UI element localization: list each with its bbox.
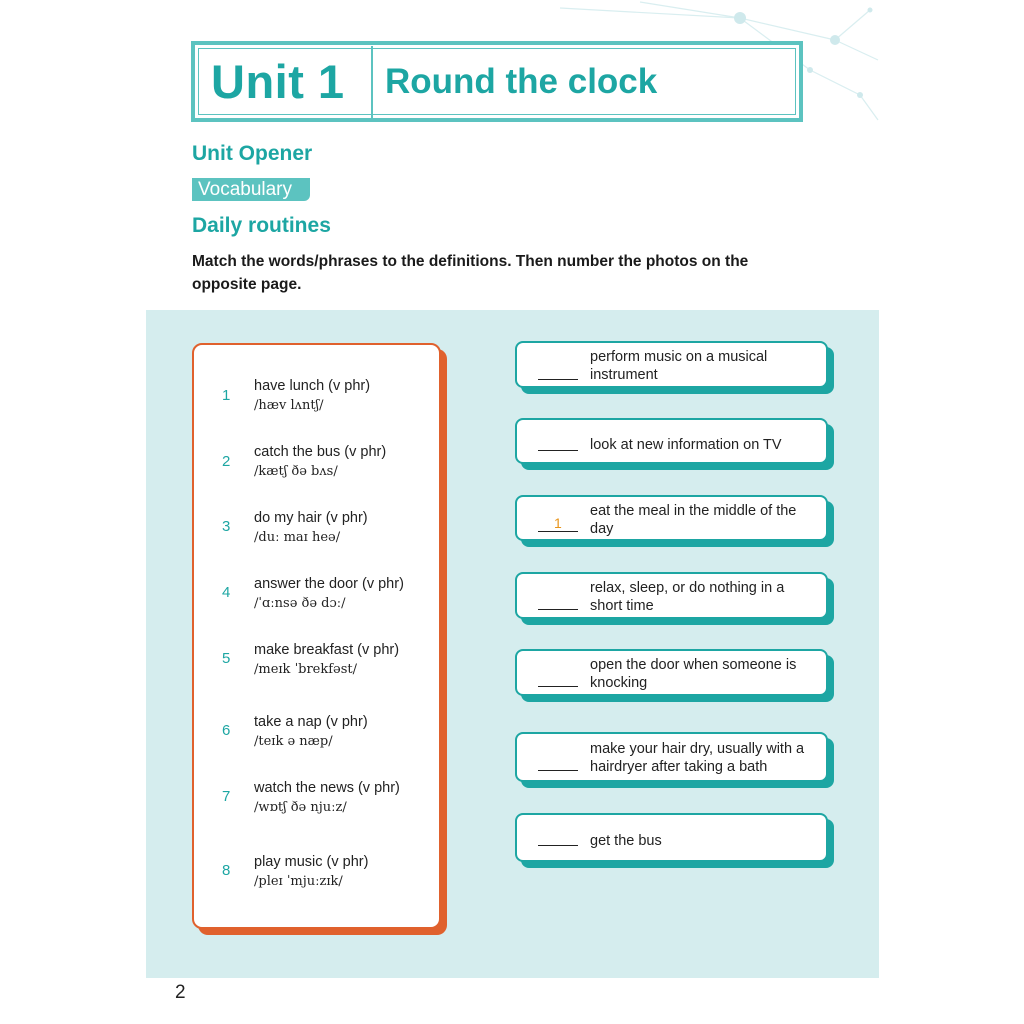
- page-number: 2: [175, 982, 186, 1003]
- definition-text: open the door when someone is knocking: [590, 657, 797, 691]
- word-phrase: catch the bus (v phr): [254, 444, 387, 460]
- answer-blank[interactable]: [538, 609, 578, 610]
- word-number: 4: [222, 584, 231, 601]
- answer-blank[interactable]: [538, 686, 578, 687]
- answer-blank[interactable]: [538, 379, 578, 380]
- word-phrase: have lunch (v phr): [254, 378, 371, 394]
- word-number: 7: [222, 788, 231, 805]
- word-pronunciation: /kætʃ ðə bʌs/: [254, 464, 338, 479]
- word-phrase: answer the door (v phr): [254, 576, 404, 592]
- unit-number: Unit 1: [211, 55, 345, 108]
- word-number: 3: [222, 518, 231, 535]
- definition-card: [515, 813, 828, 862]
- answer-blank[interactable]: [538, 531, 578, 532]
- definition-card: [515, 341, 828, 388]
- definition-card: [515, 649, 828, 696]
- word-phrase: play music (v phr): [254, 854, 369, 870]
- answer-blank[interactable]: [538, 450, 578, 451]
- words-card: [192, 343, 441, 929]
- word-pronunciation: /ˈɑːnsə ðə dɔː/: [254, 596, 346, 611]
- definition-text: look at new information on TV: [590, 437, 782, 453]
- word-pronunciation: /teɪk ə næp/: [254, 734, 333, 749]
- word-pronunciation: /duː maɪ heə/: [254, 530, 341, 545]
- definition-card: [515, 418, 828, 464]
- answer-value: 1: [554, 515, 562, 531]
- exercise-instructions: Match the words/phrases to the definitions. Then number the photos on the opposite page.: [192, 253, 749, 293]
- definition-card: [515, 495, 828, 541]
- word-pronunciation: /pleɪ ˈmjuːzɪk/: [254, 874, 343, 889]
- word-pronunciation: /wɒtʃ ðə njuːz/: [254, 800, 347, 815]
- unit-title-banner: [191, 41, 803, 122]
- word-number: 8: [222, 862, 231, 879]
- word-pronunciation: /hæv lʌntʃ/: [254, 398, 324, 413]
- word-phrase: take a nap (v phr): [254, 714, 368, 730]
- definition-text: eat the meal in the middle of the day: [590, 503, 797, 537]
- definition-text: make your hair dry, usually with a hairdryer after taking a bath: [590, 741, 805, 775]
- word-phrase: watch the news (v phr): [254, 780, 400, 796]
- word-number: 6: [222, 722, 231, 739]
- section-heading: Unit Opener: [192, 142, 313, 165]
- word-number: 5: [222, 650, 231, 667]
- answer-blank[interactable]: [538, 770, 578, 771]
- definition-text: relax, sleep, or do nothing in a short time: [590, 580, 785, 614]
- definition-text: get the bus: [590, 833, 662, 849]
- definition-card: [515, 732, 828, 782]
- word-phrase: do my hair (v phr): [254, 510, 368, 526]
- vocabulary-tag: Vocabulary: [192, 178, 310, 201]
- unit-title: Round the clock: [385, 61, 658, 101]
- definition-card: [515, 572, 828, 619]
- definition-text: perform music on a musical instrument: [590, 349, 768, 383]
- section-subheading: Daily routines: [192, 214, 331, 237]
- word-number: 2: [222, 453, 231, 470]
- word-number: 1: [222, 387, 231, 404]
- word-phrase: make breakfast (v phr): [254, 642, 400, 658]
- answer-blank[interactable]: [538, 845, 578, 846]
- word-pronunciation: /meɪk ˈbrekfəst/: [254, 662, 358, 677]
